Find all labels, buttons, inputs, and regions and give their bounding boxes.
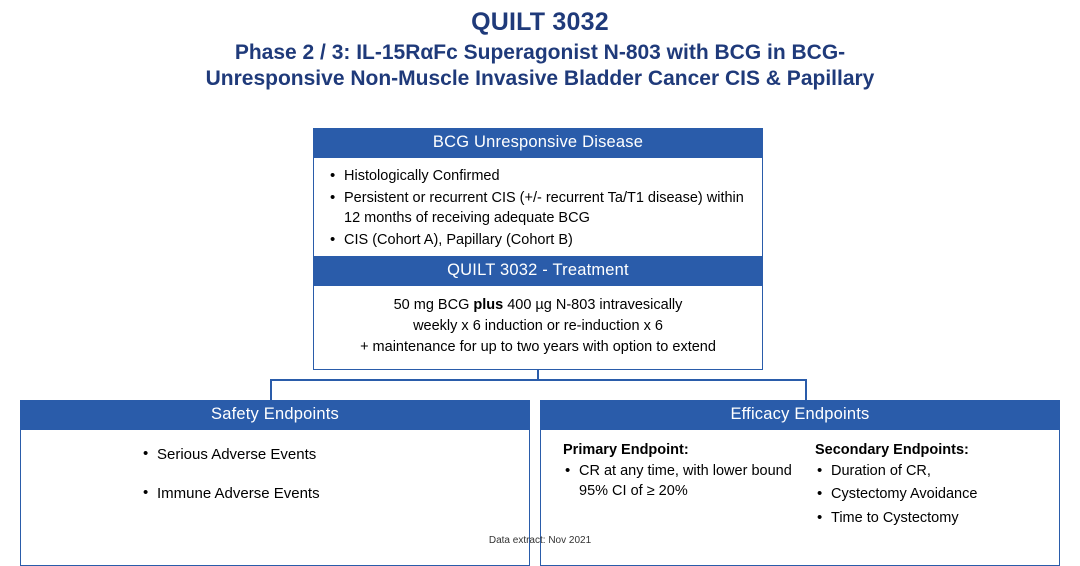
list-item: • Histologically Confirmed — [328, 166, 752, 187]
safety-box-header: Safety Endpoints — [20, 400, 530, 430]
treatment-line-2: weekly x 6 induction or re-induction x 6 — [413, 318, 663, 335]
secondary-endpoint-list — [815, 461, 1049, 528]
primary-endpoint-list — [563, 461, 797, 502]
treatment-line-1-post: 400 µg N-803 intravesically — [503, 297, 683, 313]
treatment-box — [313, 256, 763, 370]
list-item: • Time to Cystectomy — [815, 508, 1049, 528]
efficacy-box-header: Efficacy Endpoints — [540, 400, 1060, 430]
disease-criteria-box — [313, 128, 763, 262]
page-title: QUILT 3032 — [471, 8, 609, 36]
disease-box-body — [313, 158, 763, 262]
disease-bullet-list — [328, 166, 752, 250]
list-item: • Immune Adverse Events — [141, 483, 529, 504]
list-item: • Duration of CR, — [815, 461, 1049, 481]
page-subtitle — [0, 38, 1080, 93]
list-item: • Serious Adverse Events — [141, 444, 529, 465]
treatment-line-1-bold: plus — [473, 297, 504, 313]
secondary-endpoint-title: Secondary Endpoints: — [815, 442, 969, 458]
connector-drop-efficacy — [805, 379, 807, 401]
title-block — [0, 0, 1080, 92]
list-item: • CR at any time, with lower bound 95% CI of ≥ 20% — [563, 461, 797, 502]
connector-horizontal-split — [270, 379, 807, 381]
connector-drop-safety — [270, 379, 272, 401]
data-extract-footnote: Data extract: Nov 2021 — [488, 535, 592, 546]
treatment-box-header: QUILT 3032 - Treatment — [313, 256, 763, 286]
disease-box-header: BCG Unresponsive Disease — [313, 128, 763, 158]
list-item: • CIS (Cohort A), Papillary (Cohort B) — [328, 230, 752, 251]
safety-bullet-list — [21, 444, 529, 505]
treatment-box-body — [313, 286, 763, 370]
primary-endpoint-column — [563, 442, 797, 565]
treatment-line-1-pre: 50 mg BCG — [393, 297, 474, 313]
primary-endpoint-title: Primary Endpoint: — [563, 442, 689, 458]
treatment-line-1 — [326, 295, 750, 316]
list-item: • Persistent or recurrent CIS (+/- recurrent Ta/T1 disease) within 12 months of receiving adequate BCG — [328, 188, 752, 229]
treatment-line-3: + maintenance for up to two years with option to extend — [360, 339, 716, 356]
page-subtitle-line1: Phase 2 / 3: IL-15RαFc Superagonist N-803 with BCG in BCG- — [234, 40, 846, 64]
page-subtitle-line2: Unresponsive Non-Muscle Invasive Bladder Cancer CIS & Papillary — [205, 66, 875, 90]
list-item: • Cystectomy Avoidance — [815, 484, 1049, 504]
secondary-endpoint-column — [815, 442, 1049, 565]
